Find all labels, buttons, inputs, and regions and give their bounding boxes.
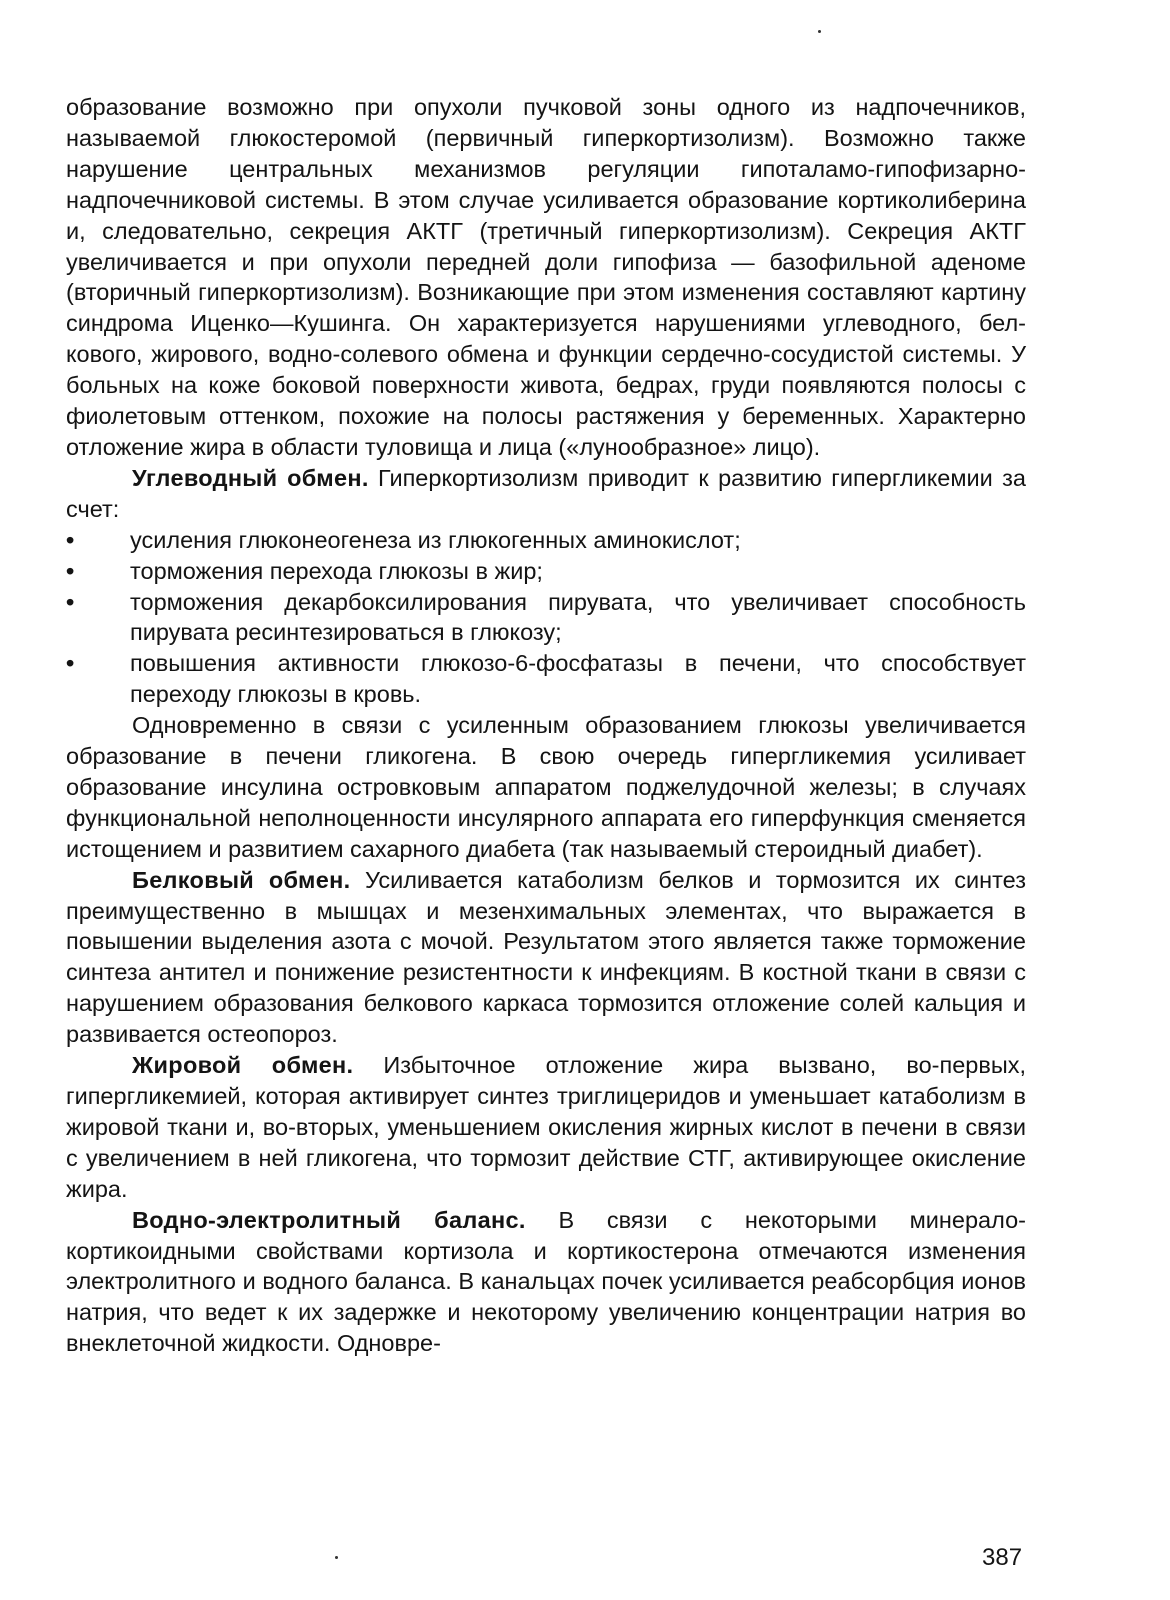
bullet-text: торможения перехода глюкозы в жир;	[130, 557, 543, 584]
fat-paragraph	[66, 1050, 1026, 1205]
fat-text: Избыточное отложение жира вызвано, во-первых, гипергликемией, которая активирует синтез триглицеридов и уменьшает катаболизм в жировой ткани и, во-вторых, уменьшением окисления жирных кислот в печени в связи с увеличением в ней гликогена, что тормозит действие СТГ, активирующее окисление жира.	[66, 1052, 1026, 1202]
water-paragraph	[66, 1205, 1026, 1360]
carb-heading: Углеводный обмен.	[132, 464, 369, 491]
carb-paragraph	[66, 463, 1026, 525]
bullet-text: торможения декарбоксилирования пирувата, что увеличивает способность пирувата ресинтезироваться в глюкозу;	[130, 588, 1026, 646]
list-item	[66, 556, 1026, 587]
carb-bullet-list	[66, 525, 1026, 710]
bullet-text: повышения активности глюкозо-6-фосфатазы в печени, что способствует переходу глюкозы в кровь.	[130, 650, 1026, 708]
scan-speck	[335, 1556, 338, 1559]
fat-heading: Жировой обмен.	[132, 1052, 354, 1079]
bullet-icon: •	[66, 650, 75, 677]
bullet-text: усиления глюконеогенеза из глюкогенных аминокислот;	[130, 526, 741, 553]
list-item	[66, 587, 1026, 649]
list-item	[66, 648, 1026, 710]
protein-paragraph	[66, 865, 1026, 1050]
intro-paragraph: образование возможно при опухоли пучковой зоны одного из надпочечников, называемой глюкостеромой (первичный гиперкортизолизм). Возможно также нарушение центральных механизмов регуляции гипоталамо-гипофизарно-надпочечниковой системы. В этом случае усиливается образование кортиколиберина и, следовательно, секреция АКТГ (третичный гиперкортизолизм). Секреция АКТГ увеличивается и при опухоли передней доли гипофиза — базофильной аденоме (вторичный гиперкортизолизм). Возникающие при этом изменения составляют картину синдрома Иценко—Кушинга. Он характеризуется нарушениями углеводного, белкового, жирового, водно-солевого обмена и функции сердечно-сосудистой системы. У больных на коже боковой поверхности живота, бедрах, груди появляются полосы с фиолетовым оттенком, похожие на полосы растяжения у беременных. Характерно отложение жира в области туловища и лица («лунообразное» лицо).	[66, 94, 1026, 460]
page-number: 387	[982, 1544, 1023, 1571]
protein-heading: Белковый обмен.	[132, 866, 351, 893]
page-body	[66, 92, 1026, 1359]
water-text: В связи с некоторыми минералокортикоидными свойствами кортизола и кортикостерона отмечаются изменения электролитного и водного баланса. В канальцах почек усиливается реабсорбция ионов натрия, что ведет к их задержке и некоторому увеличению концентрации натрия во внеклеточной жидкости. Одновре-	[66, 1206, 1026, 1357]
water-heading: Водно-электролитный баланс.	[132, 1206, 526, 1233]
bullet-icon: •	[66, 526, 75, 553]
bullet-icon: •	[66, 588, 75, 615]
bullet-icon: •	[66, 557, 75, 584]
protein-text: Усиливается катаболизм белков и тормозится их синтез преимущественно в мышцах и мезенхимальных элементах, что выражается в повышении выделения азота с мочой. Результатом этого является также торможение синтеза антител и понижение резистентности к инфекциям. В костной ткани в связи с нарушением образования белкового каркаса тормозится отложение солей кальция и развивается остеопороз.	[66, 866, 1026, 1048]
scan-speck	[818, 30, 821, 33]
carb-text: Гиперкортизолизм приводит к развитию гипергликемии за счет:	[66, 464, 1026, 522]
carb-followup-paragraph: Одновременно в связи с усиленным образованием глюкозы увеличивается образование в печени гликогена. В свою очередь гипергликeмия усиливает образование инсулина островковым аппаратом поджелудочной железы; в случаях функциональной неполноценности инсулярного аппарата его гиперфункция сменяется истощением и развитием сахарного диабета (так называемый стероидный диабет).	[66, 712, 1026, 862]
list-item	[66, 525, 1026, 556]
